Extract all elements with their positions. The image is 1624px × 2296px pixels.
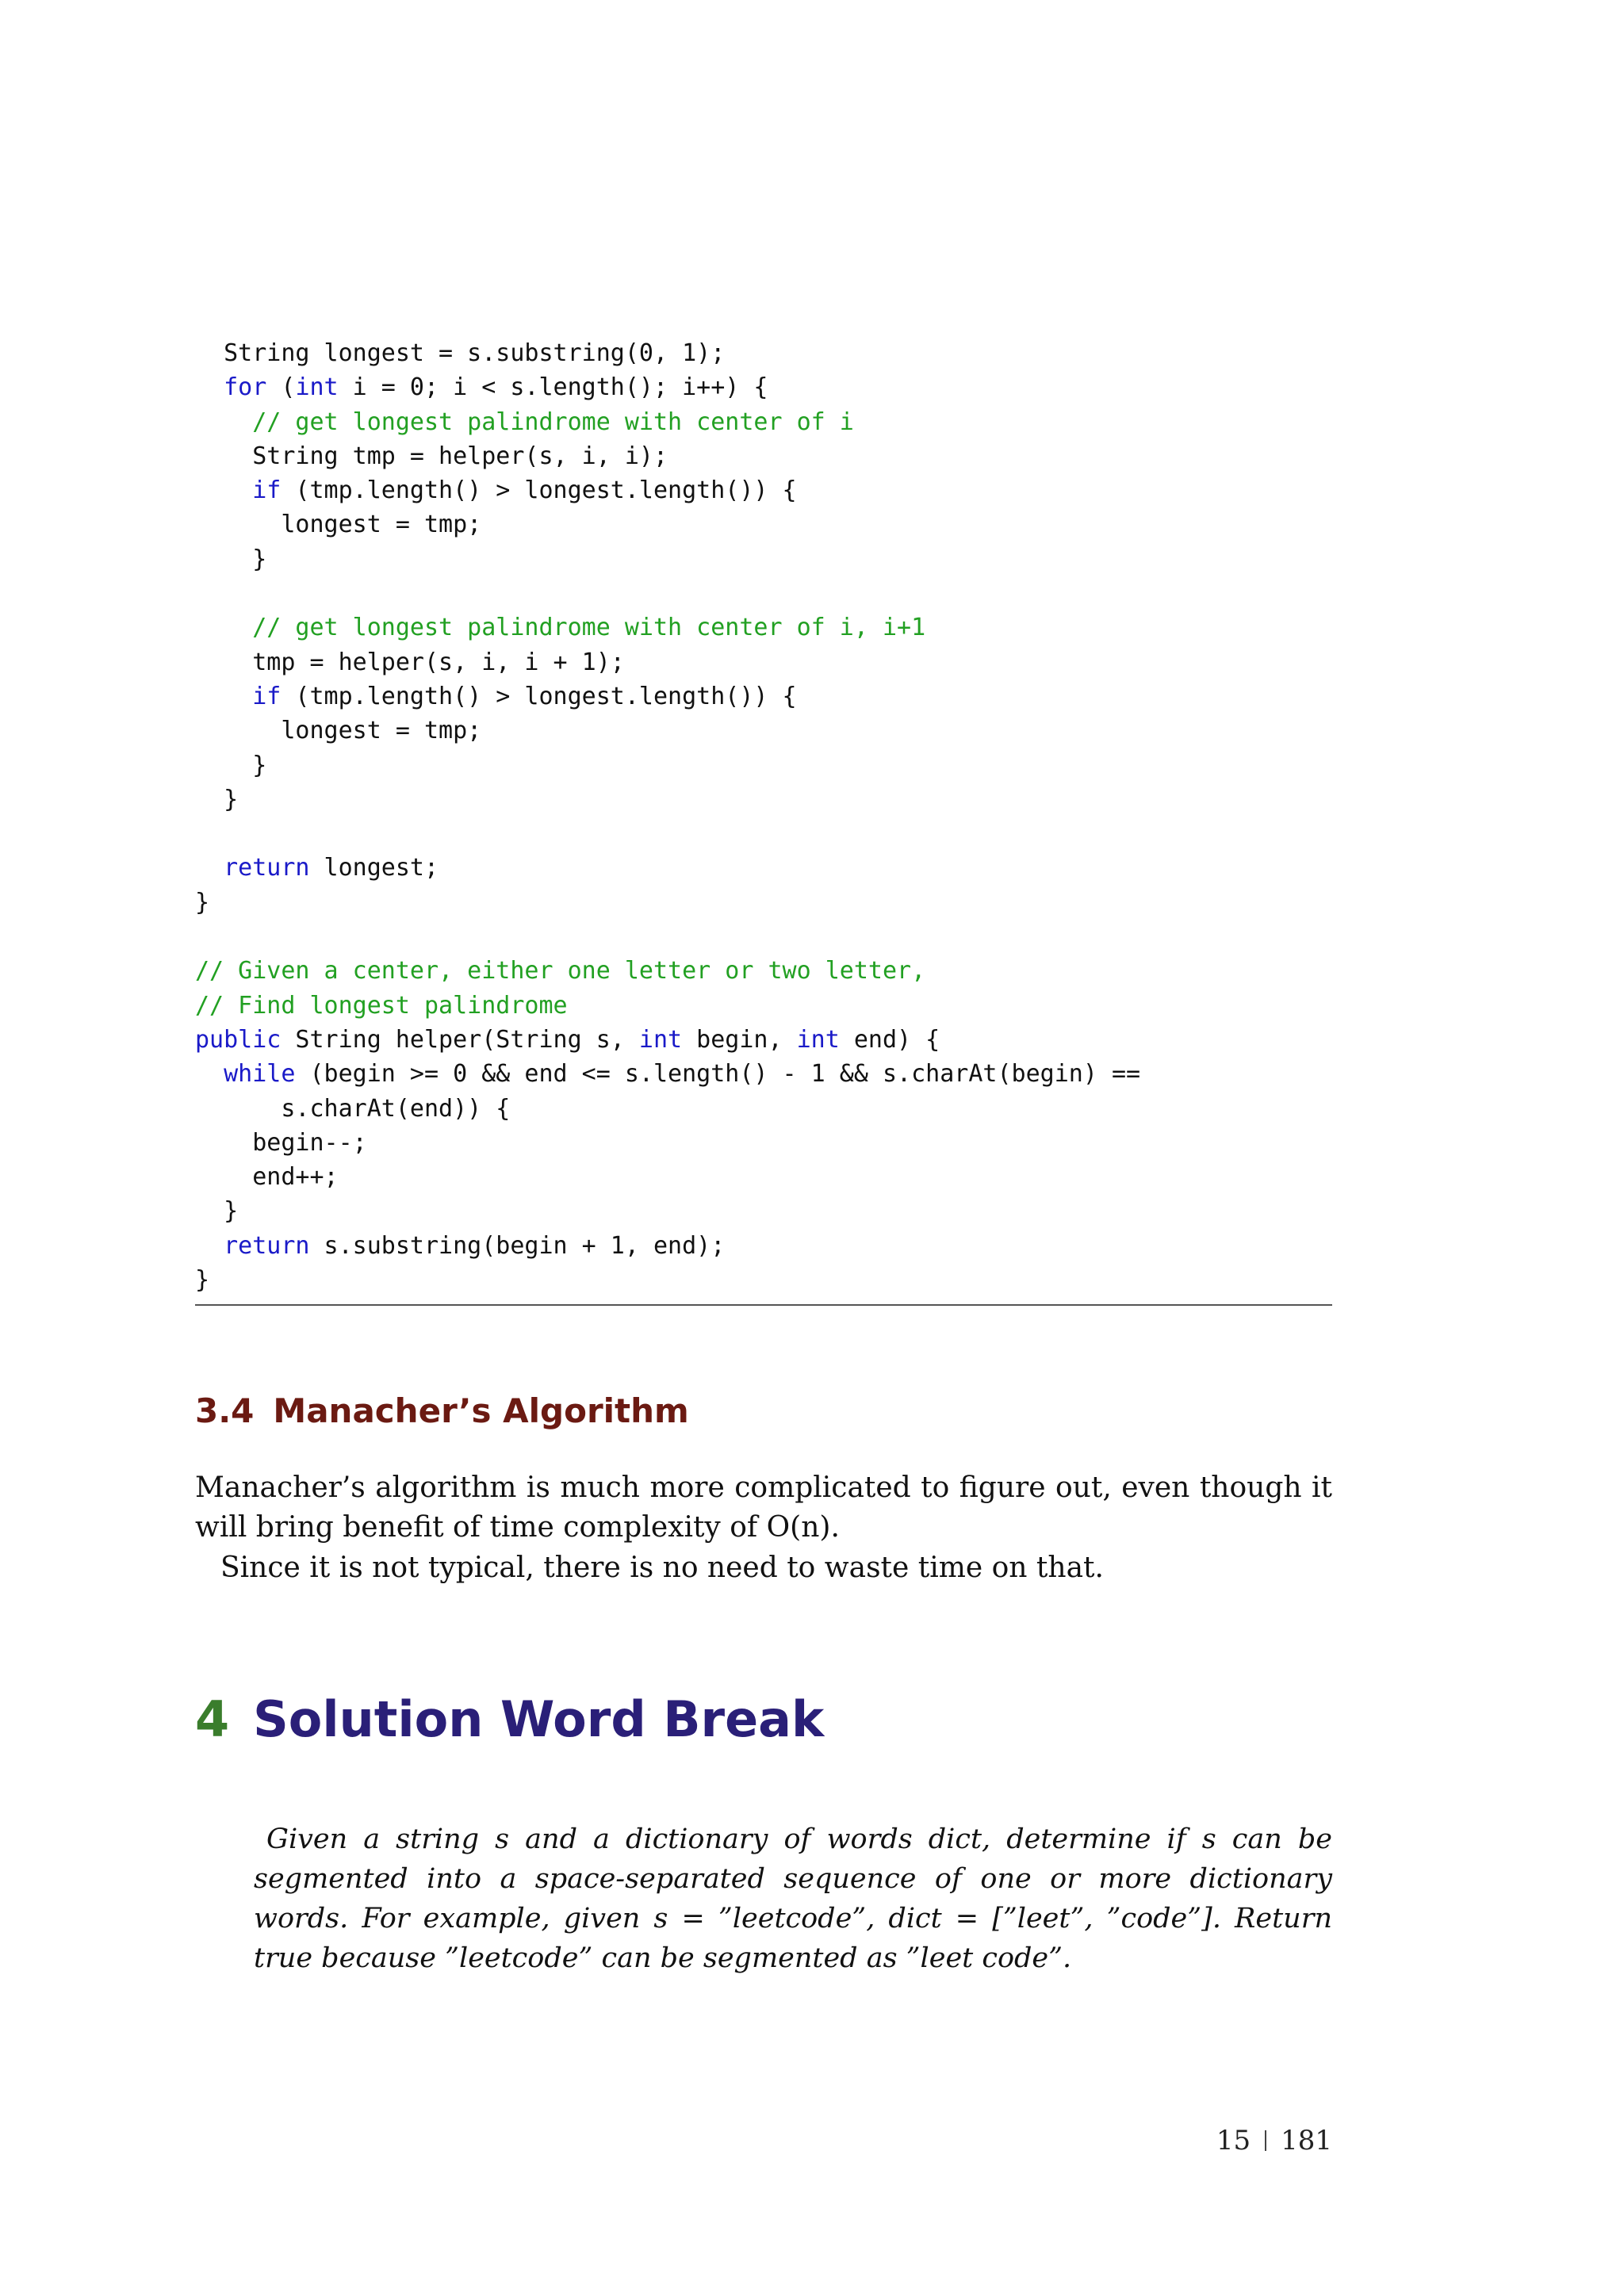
code-keyword: int [295,373,339,402]
code-text: (tmp.length() > longest.length()) { [281,682,797,710]
code-line [195,954,1332,988]
code-text: } [224,785,239,813]
code-keyword: for [224,373,267,402]
code-indent [195,442,252,470]
code-line [195,370,1332,404]
code-indent [195,408,252,436]
section-heading [195,1391,689,1430]
code-indent [195,1095,266,1123]
code-line [195,851,1332,885]
code-keyword: return [224,854,310,882]
section-number: 3.4 [195,1391,255,1430]
code-keyword: int [638,1025,683,1054]
code-comment: // Find longest palindrome [195,991,568,1020]
code-comment: // get longest palindrome with center of i [252,408,854,436]
code-keyword: public [195,1025,282,1054]
chapter-title: Solution Word Break [253,1690,825,1748]
code-line [195,1092,1332,1126]
code-indent [195,1163,252,1191]
code-line [195,507,1332,541]
code-text: tmp = helper(s, i, i + 1); [252,648,625,676]
code-line [195,920,1332,954]
code-comment: // Given a center, either one letter or two letter, [195,957,926,985]
code-text: s.substring(begin + 1, end); [309,1231,726,1260]
code-line [195,439,1332,473]
code-text: } [195,888,210,916]
code-line [195,542,1332,576]
code-text: (begin >= 0 && end <= s.length() - 1 && s.charAt(begin) == [295,1060,1141,1089]
code-indent [195,1197,224,1225]
code-text: longest = tmp; [281,511,482,539]
code-indent [195,717,281,744]
code-indent [195,1129,252,1157]
code-text: } [224,1197,239,1226]
code-text: } [252,751,267,779]
code-keyword: int [796,1025,840,1054]
code-line [195,1229,1332,1263]
code-indent [195,339,224,367]
code-line [195,610,1332,645]
section-paragraph: Manacher’s algorithm is much more complicated to figure out, even though it will bring benefit of time complexity of O(n). [195,1471,1332,1544]
code-text: longest = tmp; [281,717,482,745]
code-text: begin, [682,1025,797,1054]
code-text: String helper(String s, [281,1025,639,1054]
code-listing [195,336,1332,1297]
page-footer [1216,2125,1332,2156]
code-text: String tmp = helper(s, i, i); [252,442,668,470]
code-indent [195,752,252,779]
code-comment: // get longest palindrome with center of i, i+1 [252,614,926,642]
code-line [195,1263,1332,1297]
code-indent [195,649,252,676]
code-indent [195,854,224,882]
code-line [195,1194,1332,1228]
code-text: begin--; [252,1128,367,1157]
code-line [195,748,1332,783]
code-text: ( [266,373,296,402]
code-line [195,576,1332,610]
code-text: s.charAt(end)) { [266,1094,511,1123]
code-line [195,1057,1332,1091]
code-line [195,679,1332,714]
code-line [195,989,1332,1023]
code-line [195,1023,1332,1057]
section-title: Manacher’s Algorithm [273,1391,689,1430]
code-keyword: if [252,476,282,505]
code-text: longest; [309,854,439,882]
code-text: } [252,545,267,573]
code-indent [195,545,252,573]
code-indent [195,786,224,813]
listing-divider [195,1304,1332,1306]
page-number: 15 [1216,2125,1251,2156]
code-indent [195,373,224,401]
code-text: (tmp.length() > longest.length()) { [281,476,797,505]
code-text: String longest = s.substring(0, 1); [224,339,726,367]
code-keyword: while [224,1060,296,1089]
code-text: end) { [839,1025,940,1054]
code-line [195,886,1332,920]
code-indent [195,683,252,710]
code-indent [195,614,252,641]
code-line [195,817,1332,851]
code-keyword: return [224,1231,310,1260]
code-keyword: if [252,682,282,710]
code-line [195,1160,1332,1194]
code-line [195,1126,1332,1160]
problem-statement: Given a string s and a dictionary of words dict, determine if s can be segmented into a space-separated sequence of one or more dictionary words. For example, given s = ”leetcode”, dict = [”leet”, ”code”]. Return true because ”leetcode” can be segmented as ”leet code”. [254,1823,1332,1974]
code-line [195,473,1332,507]
code-text: } [195,1266,210,1295]
code-indent [195,476,252,504]
code-text: end++; [252,1163,339,1192]
chapter-heading [195,1690,824,1748]
code-line [195,783,1332,817]
code-line [195,336,1332,370]
section-paragraph: Since it is not typical, there is no need to waste time on that. [220,1552,1104,1584]
page-total: 181 [1281,2125,1332,2156]
code-line [195,405,1332,439]
code-line [195,645,1332,679]
code-text: i = 0; i < s.length(); i++) { [338,373,768,402]
code-indent [195,511,281,538]
code-indent [195,1232,224,1260]
code-indent [195,1060,224,1088]
folio-separator [1265,2130,1266,2151]
chapter-number: 4 [195,1690,230,1748]
code-line [195,714,1332,748]
